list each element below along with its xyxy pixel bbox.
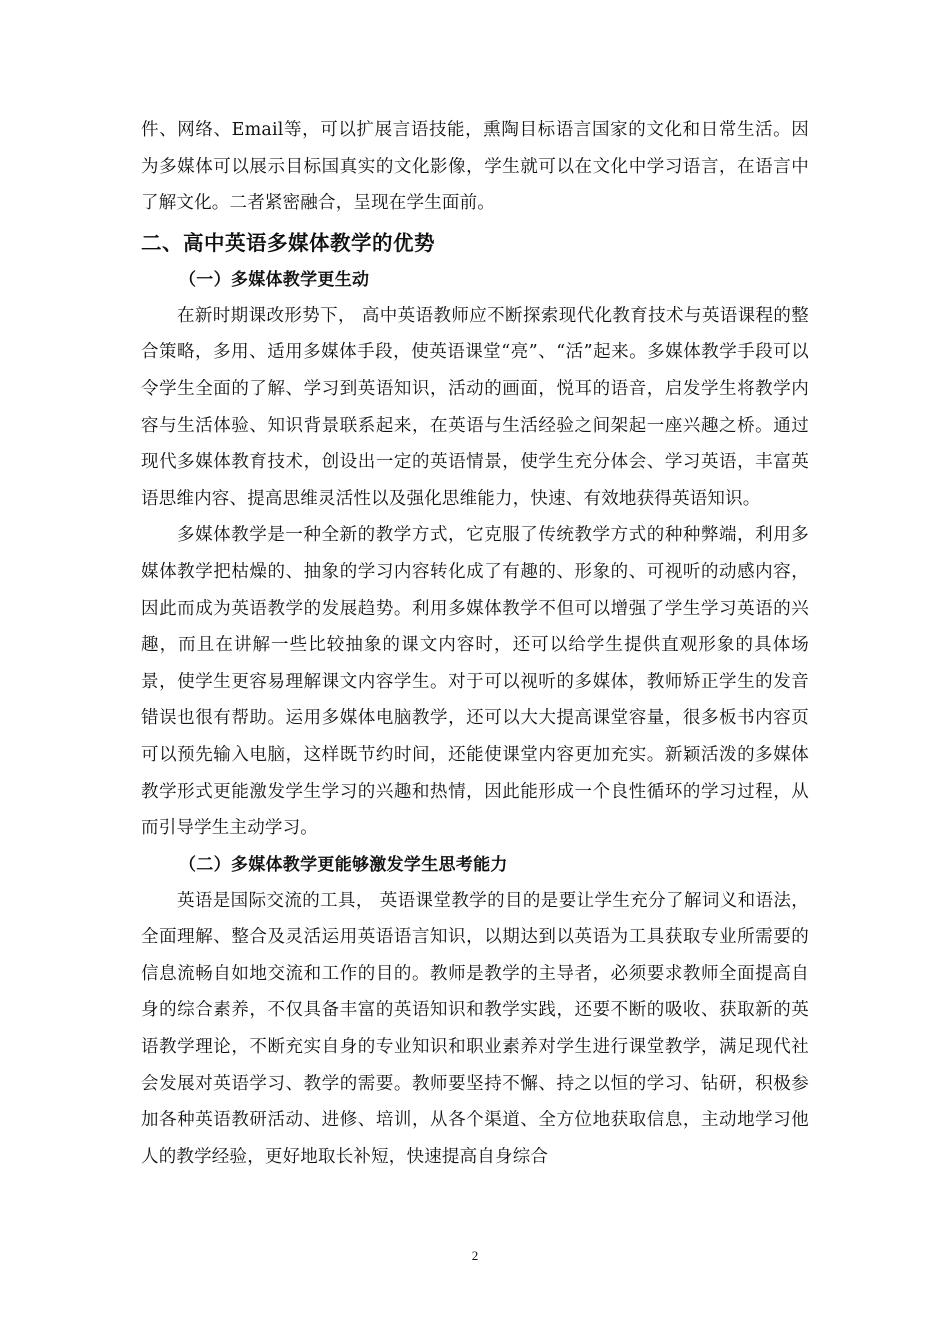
subsection-1-heading: （一）多媒体教学更生动 <box>179 269 370 290</box>
page-number: 2 <box>471 1248 479 1263</box>
subsection-2-heading: （二）多媒体教学更能够激发学生思考能力 <box>179 854 508 875</box>
section-heading: 二、高中英语多媒体教学的优势 <box>141 230 435 255</box>
subsection-1-paragraph-1: 在新时期课改形势下， 高中英语教师应不断探索现代化教育技术与英语课程的整合策略，多用、适用多媒体手段，使英语课堂“亮”、“活”起来。多媒体教学手段可以令学生全面的了解、学习到英语知识，活动的画面，悦耳的语音，启发学生将教学内容与生活体验、知识背景联系起来，在英语与生活经验之间架起一座兴趣之桥。通过现代多媒体教育技术，创设出一定的英语情景，使学生充分体会、学习英语，丰富英语思维内容、提高思维灵活性以及强化思维能力，快速、有效地获得英语知识。 <box>141 305 809 509</box>
subsection-1-paragraph-2: 多媒体教学是一种全新的教学方式，它克服了传统教学方式的种种弊端，利用多媒体教学把枯燥的、抽象的学习内容转化成了有趣的、形象的、可视听的动感内容，因此而成为英语教学的发展趋势。利用多媒体教学不但可以增强了学生学习英语的兴趣，而且在讲解一些比较抽象的课文内容时，还可以给学生提供直观形象的具体场景，使学生更容易理解课文内容学生。对于可以视听的多媒体，教师矫正学生的发音错误也很有帮助。运用多媒体电脑教学，还可以大大提高课堂容量，很多板书内容页可以预先输入电脑，这样既节约时间，还能使课堂内容更加充实。新颖活泼的多媒体教学形式更能激发学生学习的兴趣和热情，因此能形成一个良性循环的学习过程，从而引导学生主动学习。 <box>141 525 809 839</box>
subsection-2-paragraph-1: 英语是国际交流的工具， 英语课堂教学的目的是要让学生充分了解词义和语法，全面理解、整合及灵活运用英语语言知识，以期达到以英语为工具获取专业所需要的信息流畅自如地交流和工作的目的。教师是教学的主导者，必须要求教师全面提高自身的综合素养，不仅具备丰富的英语知识和教学实践，还要不断的吸收、获取新的英语教学理论，不断充实自身的专业知识和职业素养对学生进行课堂教学，满足现代社会发展对英语学习、教学的需要。教师要坚持不懈、持之以恒的学习、钻研，积极参加各种英语教研活动、进修、培训，从各个渠道、全方位地获取信息，主动地学习他人的教学经验，更好地取长补短，快速提高自身综合 <box>141 890 809 1167</box>
paragraph-intro: 件、网络、Email等，可以扩展言语技能，熏陶目标语言国家的文化和日常生活。因为多媒体可以展示目标国真实的文化影像，学生就可以在文化中学习语言，在语言中了解文化。二者紧密融合，呈现在学生面前。 <box>141 120 809 214</box>
page-body <box>141 112 809 1175</box>
